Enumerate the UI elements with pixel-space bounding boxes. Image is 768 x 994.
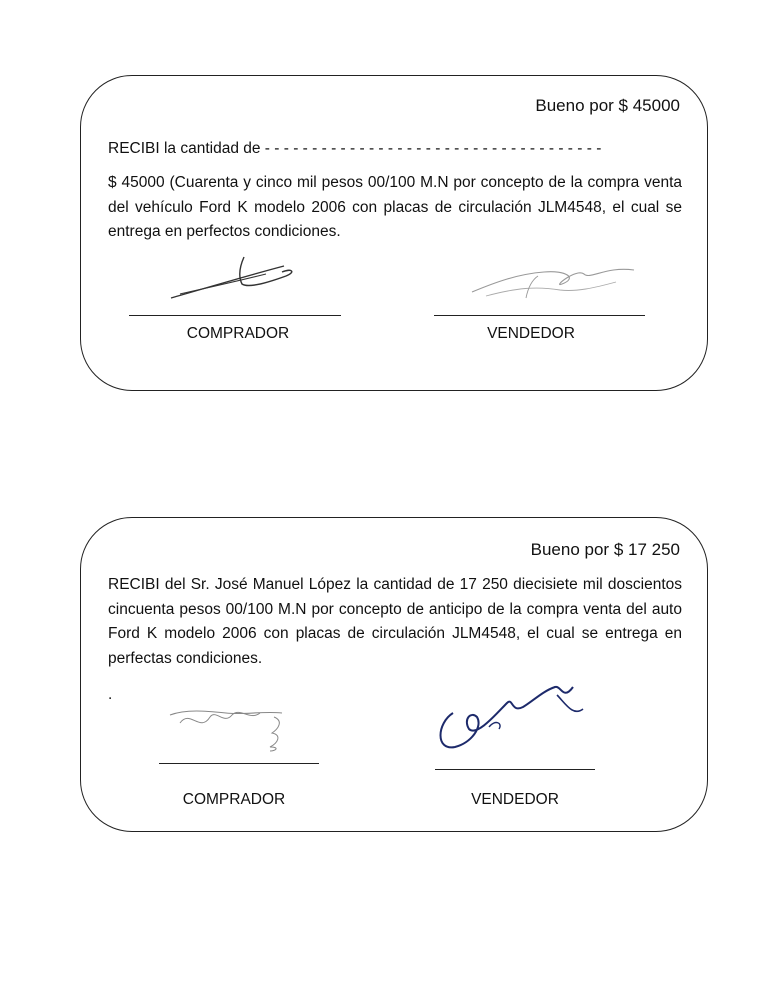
buyer-label: COMPRADOR	[182, 791, 286, 808]
amount-label: Bueno por $ 45000	[535, 96, 680, 115]
stray-dot: .	[108, 686, 113, 703]
seller-signature-line	[435, 769, 595, 770]
buyer-signature-line	[159, 763, 319, 764]
amount-label: Bueno por $ 17 250	[530, 540, 680, 559]
buyer-signature	[166, 703, 296, 753]
seller-label: VENDEDOR	[487, 325, 575, 342]
seller-label: VENDEDOR	[471, 791, 559, 808]
receipt-card-2	[80, 517, 708, 832]
receipt-card-1	[80, 75, 708, 391]
seller-signature	[466, 258, 641, 304]
buyer-signature-line	[129, 315, 341, 316]
receipt-body: RECIBI del Sr. José Manuel López la cantidad de 17 250 diecisiete mil doscientos cincuenta pesos 00/100 M.N por concepto de anticipo de la compra venta del auto Ford K modelo 2006 con placas de circulación JLM4548, el cual se entrega en perfectas condiciones.	[108, 576, 682, 667]
buyer-signature	[166, 254, 306, 302]
buyer-label: COMPRADOR	[186, 325, 290, 342]
receipt-heading-line: RECIBI la cantidad de - - - - - - - - - - - - - - - - - - - - - - - - - - - - - - - - - - - -	[108, 140, 602, 157]
seller-signature	[433, 673, 593, 753]
seller-signature-line	[434, 315, 645, 316]
receipt-body: $ 45000 (Cuarenta y cinco mil pesos 00/100 M.N por concepto de la compra venta del vehículo Ford K modelo 2006 con placas de circulación JLM4548, el cual se entrega en perfectos condiciones.	[108, 174, 682, 240]
